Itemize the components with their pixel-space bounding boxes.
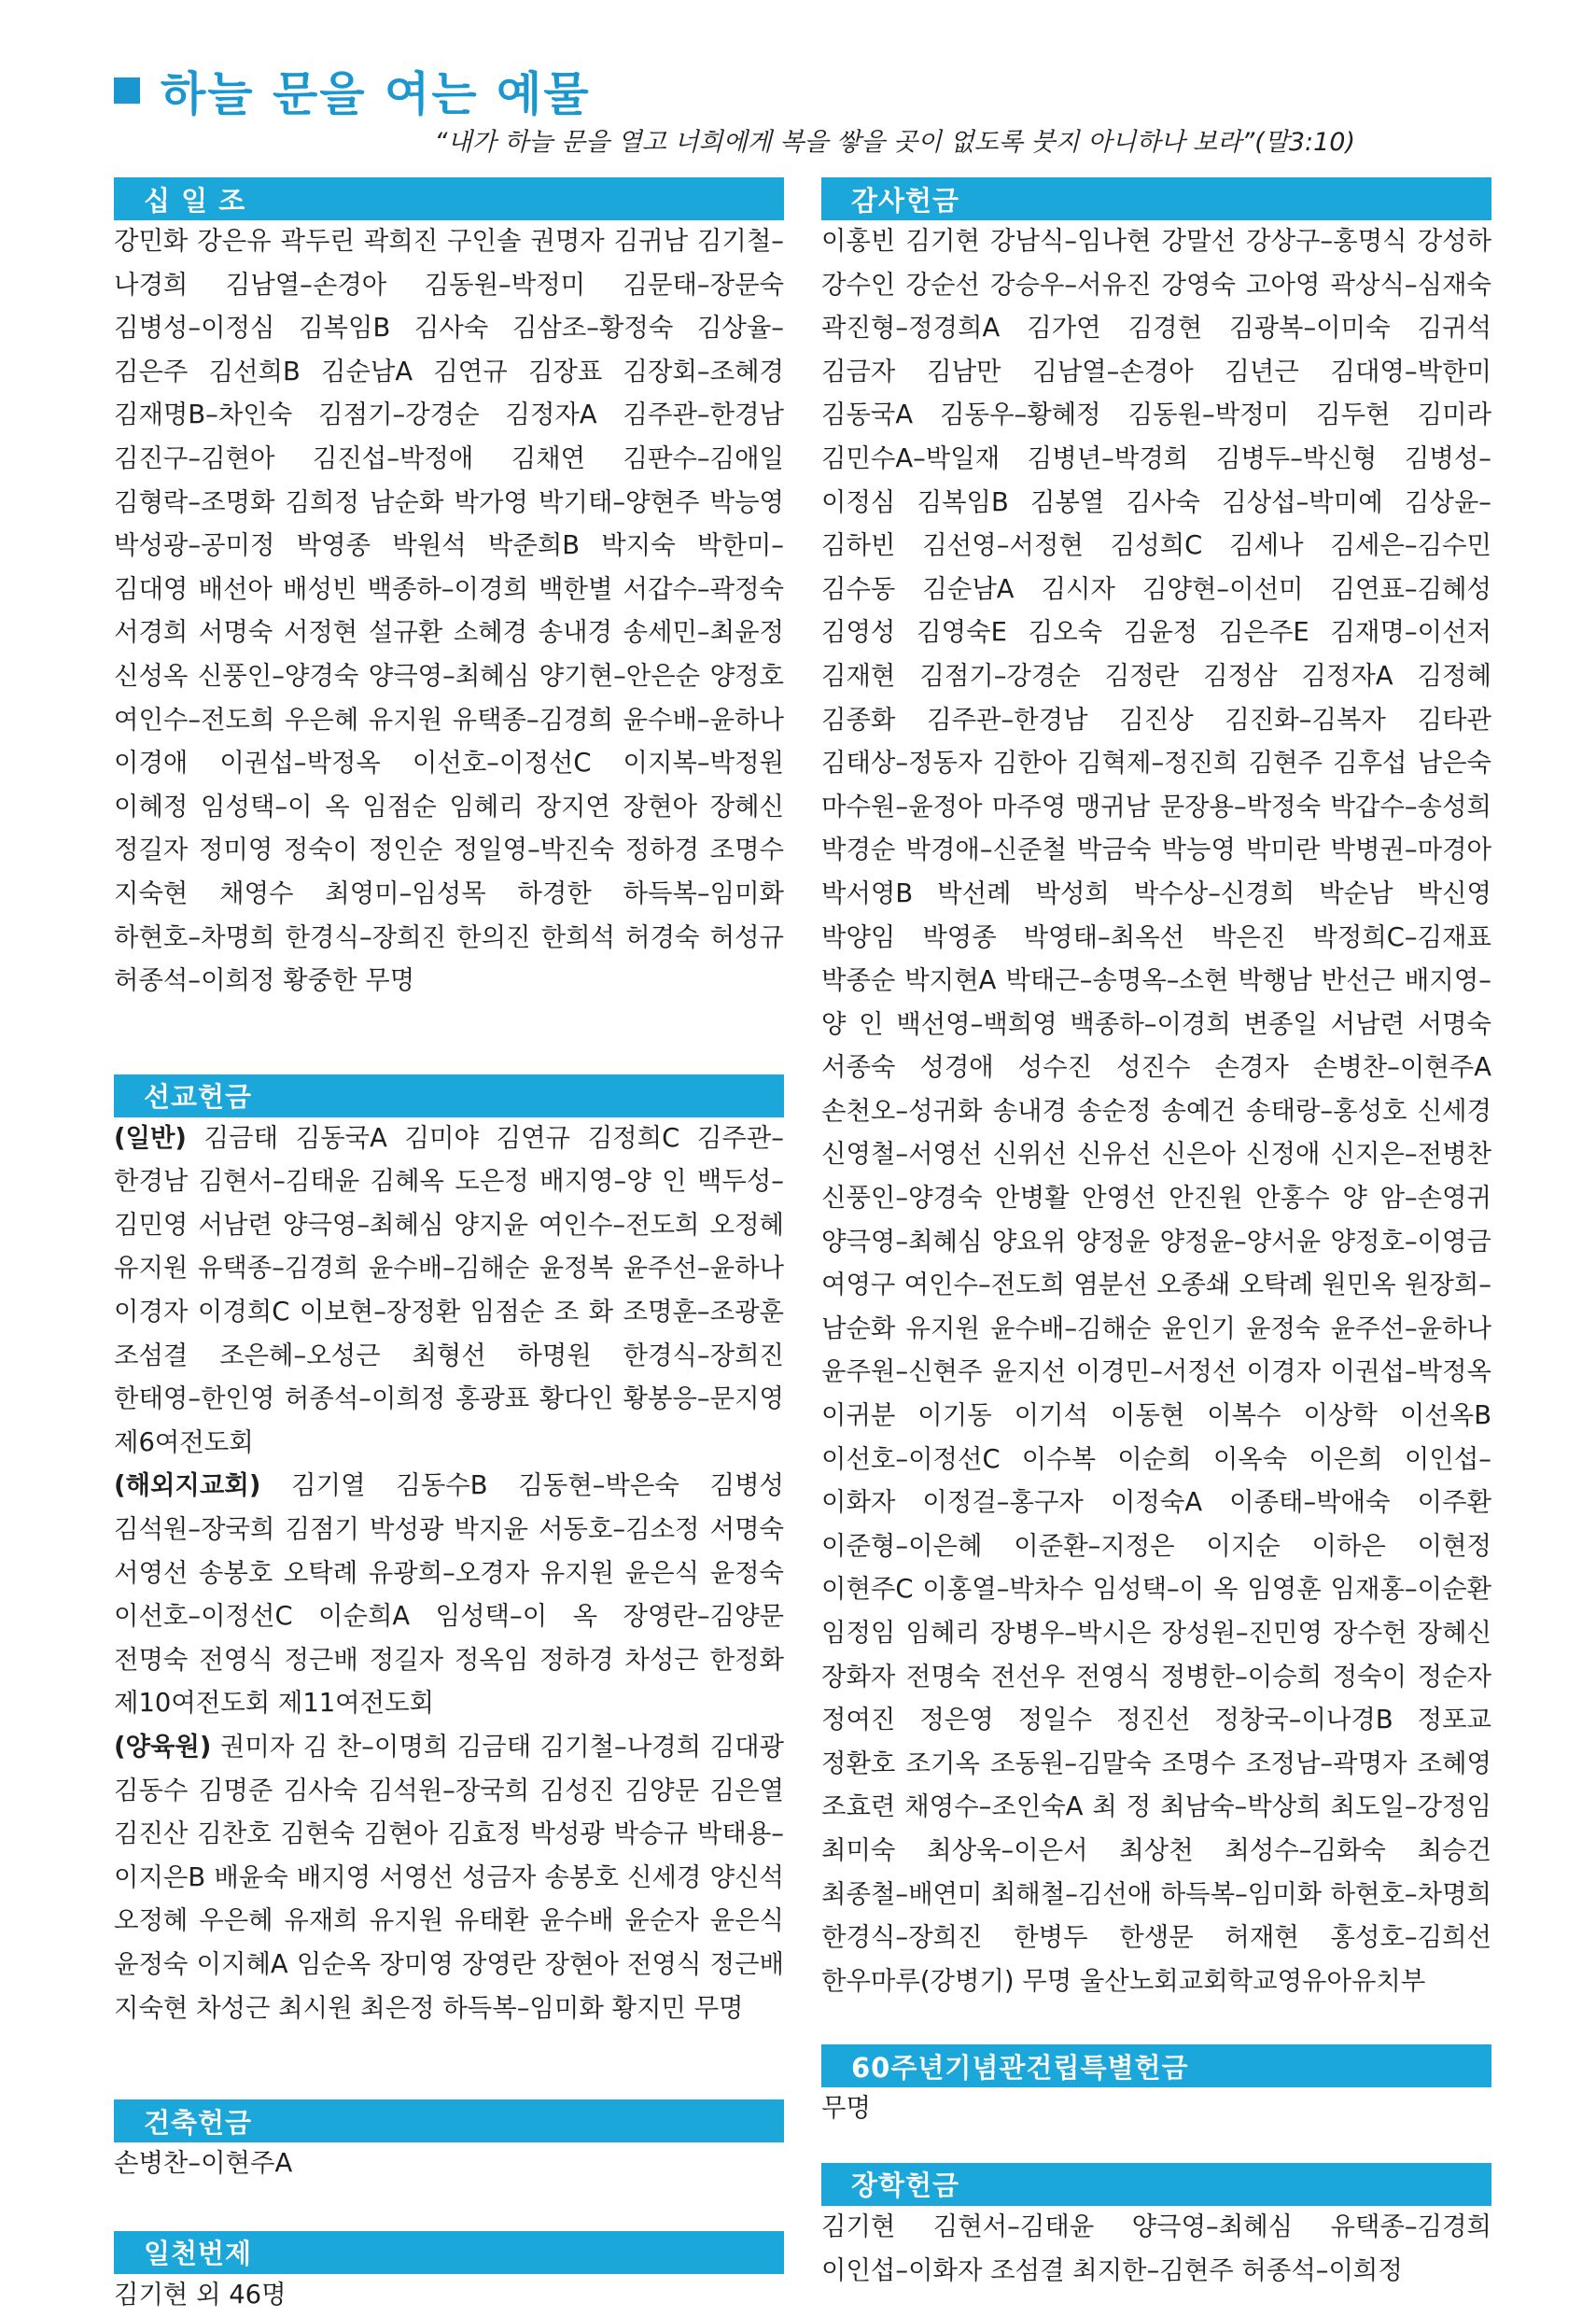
section-title-building: 건축헌금 [114,2099,784,2142]
donor-names-sixtieth: 무명 [821,2094,871,2124]
donor-names-building: 손병찬–이현주A [114,2149,293,2179]
section-building [114,2099,784,2186]
section-title-sixtieth: 60주년기념관건립특별헌금 [821,2044,1491,2087]
tag-overseas: (해외지교회) [114,1471,261,1501]
donor-list-building [114,2142,784,2186]
tag-nursing: (양육원) [114,1733,212,1762]
donor-list-scholarship [821,2206,1491,2293]
square-bullet-icon [114,77,140,104]
right-column [821,177,1491,2293]
section-tithe [114,177,784,1004]
section-title-mission: 선교헌금 [114,1074,784,1117]
page-title [114,58,591,123]
donor-list-tithe [114,220,784,1004]
section-title-tenthousand: 일천번제 [114,2231,784,2274]
mission-general [114,1117,784,1466]
mission-overseas [114,1465,784,1726]
donor-names-thanks: 이홍빈 김기현 강남식–임나현 강말선 강상구–홍명식 강성하 강수인 강순선 강승우–서유진 강영숙 고아영 곽상식–심재숙 곽진형–정경희A 김가연 김경현 김광복–이미숙 김귀석 김금자 김남만 김남열–손경아 김년근 김대영–박한미 김동국A 김동우–황혜정 김동원–박정미 김두현 김미라 김민수A–박일재 김병년–박경희 김병두–박신형 김병성–이정심 김복임B 김봉열 김사숙 김상섭–박미예 김상윤–김하빈 김선영–서정현 김성희C 김세나 김세은–김수민 김수동 김순남A 김시자 김양현–이선미 김연표–김혜성 김영성 김영숙E 김오숙 김윤정 김은주E 김재명–이선저 김재현 김점기–강경순 김정란 김정삼 김정자A 김정혜 김종화 김주관–한경남 김진상 김진화–김복자 김타관 김태상–정동자 김한아 김혁제–정진희 김현주 김후섭 남은숙 마수원–윤정아 마주영 맹귀남 문장용–박정숙 박갑수–송성희 박경순 박경애–신준철 박금숙 박능영 박미란 박병권–마경아 박서영B 박선례 박성희 박수상–신경희 박순남 박신영 박양임 박영종 박영태–최옥선 박은진 박정희C–김재표 박종순 박지현A 박태근–송명옥–소현 박행남 반선근 배지영–양 인 백선영–백희영 백종하–이경희 변종일 서남련 서명숙 서종숙 성경애 성수진 성진수 손경자 손병찬–이현주A 손천오–성귀화 송내경 송순정 송예건 송태랑–홍성호 신세경 신영철–서영선 신위선 신유선 신은아 신정애 신지은–전병찬 신풍인–양경숙 안병활 안영선 안진원 안홍수 양 암–손영귀 양극영–최혜심 양요위 양정윤 양정윤–양서윤 양정호–이영금 여영구 여인수–전도희 염분선 오종쇄 오탁례 원민옥 원장희–남순화 유지원 윤수배–김해순 윤인기 윤정숙 윤주선–윤하나 윤주원–신현주 윤지선 이경민–서정선 이경자 이권섭–박정옥 이귀분 이기동 이기석 이동현 이복수 이상학 이선옥B 이선호–이정선C 이수복 이순희 이옥숙 이은희 이인섭–이화자 이정걸–홍구자 이정숙A 이종태–박애숙 이주환 이준형–이은혜 이준환–지정은 이지순 이하은 이현정 이현주C 이홍열–박차수 임성택–이 옥 임영훈 임재홍–이순환 임정임 임혜리 장병우–박시은 장성원–진민영 장수헌 장혜신 장화자 전명숙 전선우 전영식 정병한–이승희 정숙이 정순자 정여진 정은영 정일수 정진선 정창국–이나경B 정포교 정환호 조기옥 조동원–김말숙 조명수 조정남–곽명자 조혜영 조효련 채영수–조인숙A 최 정 최남숙–박상희 최도일–강정임 최미숙 최상욱–이은서 최상천 최성수–김화숙 최승건 최종철–배연미 최해철–김선애 하득복–임미화 하현호–차명희 한경식–장희진 한병두 한생문 허재현 홍성호–김희선 한우마루(강병기) 무명 울산노회교회학교영유아유치부 [821,227,1491,1996]
donor-names-overseas: 김기열 김동수B 김동현–박은숙 김병성 김석원–장국희 김점기 박성광 박지윤 서동호–김소정 서명숙 서영선 송봉호 오탁례 유광희–오경자 유지원 윤은식 윤정숙 이선호–이정선C 이순희A 임성택–이 옥 장영란–김양문 전명숙 전영식 정근배 정길자 정옥임 정하경 차성근 한정화 제10여전도회 제11여전도회 [114,1471,784,1719]
donor-list-thanks [821,220,1491,2003]
donor-names-tenthousand: 김기현 외 46명 [114,2280,287,2310]
mission-nursing [114,1726,784,2030]
page-title-text: 하늘 문을 여는 예물 [161,67,591,121]
section-title-thanks: 감사헌금 [821,177,1491,220]
section-tenthousand [114,2231,784,2317]
section-thanks [821,177,1491,2003]
donor-list-sixtieth [821,2087,1491,2131]
donor-names-general: 김금태 김동국A 김미야 김연규 김정희C 김주관–한경남 김현서–김태윤 김혜옥 도은정 배지영–양 인 백두성–김민영 서남련 양극영–최혜심 양지윤 여인수–전도희 오정혜 유지원 유택종–김경희 윤수배–김해순 윤정복 윤주선–윤하나 이경자 이경희C 이보현–장정환 임점순 조 화 조명훈–조광훈 조섬결 조은혜–오성근 최형선 하명원 한경식–장희진 한태영–한인영 허종석–이희정 홍광표 황다인 황봉응–문지영 제6여전도회 [114,1123,784,1457]
section-title-scholarship: 장학헌금 [821,2163,1491,2206]
tag-general: (일반) [114,1123,187,1153]
donor-names-scholarship: 김기현 김현서–김태윤 양극영–최혜심 유택종–김경희 이인섭–이화자 조섬결 최지한–김현주 허종석–이희정 [821,2212,1491,2285]
section-mission [114,1074,784,2030]
left-column [114,177,784,2317]
donor-list-mission [114,1117,784,2030]
section-sixtieth [821,2044,1491,2131]
donor-list-tenthousand [114,2274,784,2317]
scripture-quote: “내가 하늘 문을 열고 너희에게 복을 쌓을 곳이 없도록 붓지 아니하나 보라”(말3:10) [434,128,1355,157]
donor-names-nursing: 권미자 김 찬–이명희 김금태 김기철–나경희 김대광 김동수 김명준 김사숙 김석원–장국희 김성진 김양문 김은열 김진산 김찬호 김현숙 김현아 김효정 박성광 박승규 박태용–이지은B 배윤숙 배지영 서영선 성금자 송봉호 신세경 양신석 오정혜 우은혜 유재희 유지원 유태환 윤수배 윤순자 윤은식 윤정숙 이지혜A 임순옥 장미영 장영란 장현아 전영식 정근배 지숙현 차성근 최시원 최은정 하득복–임미화 황지민 무명 [114,1733,784,2023]
section-title-tithe: 십 일 조 [114,177,784,220]
donor-names-tithe: 강민화 강은유 곽두린 곽희진 구인솔 권명자 김귀남 김기철–나경희 김남열–손경아 김동원–박정미 김문태–장문숙 김병성–이정심 김복임B 김사숙 김삼조–황정숙 김상율–김은주 김선희B 김순남A 김연규 김장표 김장회–조혜경 김재명B–차인숙 김점기–강경순 김정자A 김주관–한경남 김진구–김현아 김진섭–박정애 김채연 김판수–김애일 김형락–조명화 김희정 남순화 박가영 박기태–양현주 박능영 박성광–공미정 박영종 박원석 박준희B 박지숙 박한미–김대영 배선아 배성빈 백종하–이경희 백한별 서갑수–곽정숙 서경희 서명숙 서정현 설규환 소혜경 송내경 송세민–최윤정 신성옥 신풍인–양경숙 양극영–최혜심 양기현–안은순 양정호 여인수–전도희 우은혜 유지원 유택종–김경희 윤수배–윤하나 이경애 이권섭–박정옥 이선호–이정선C 이지복–박정원 이혜정 임성택–이 옥 임점순 임혜리 장지연 장현아 장혜신 정길자 정미영 정숙이 정인순 정일영–박진숙 정하경 조명수 지숙현 채영수 최영미–임성목 하경한 하득복–임미화 하현호–차명희 한경식–장희진 한의진 한희석 허경숙 허성규 허종석–이희정 황중한 무명 [114,227,784,996]
section-scholarship [821,2163,1491,2293]
